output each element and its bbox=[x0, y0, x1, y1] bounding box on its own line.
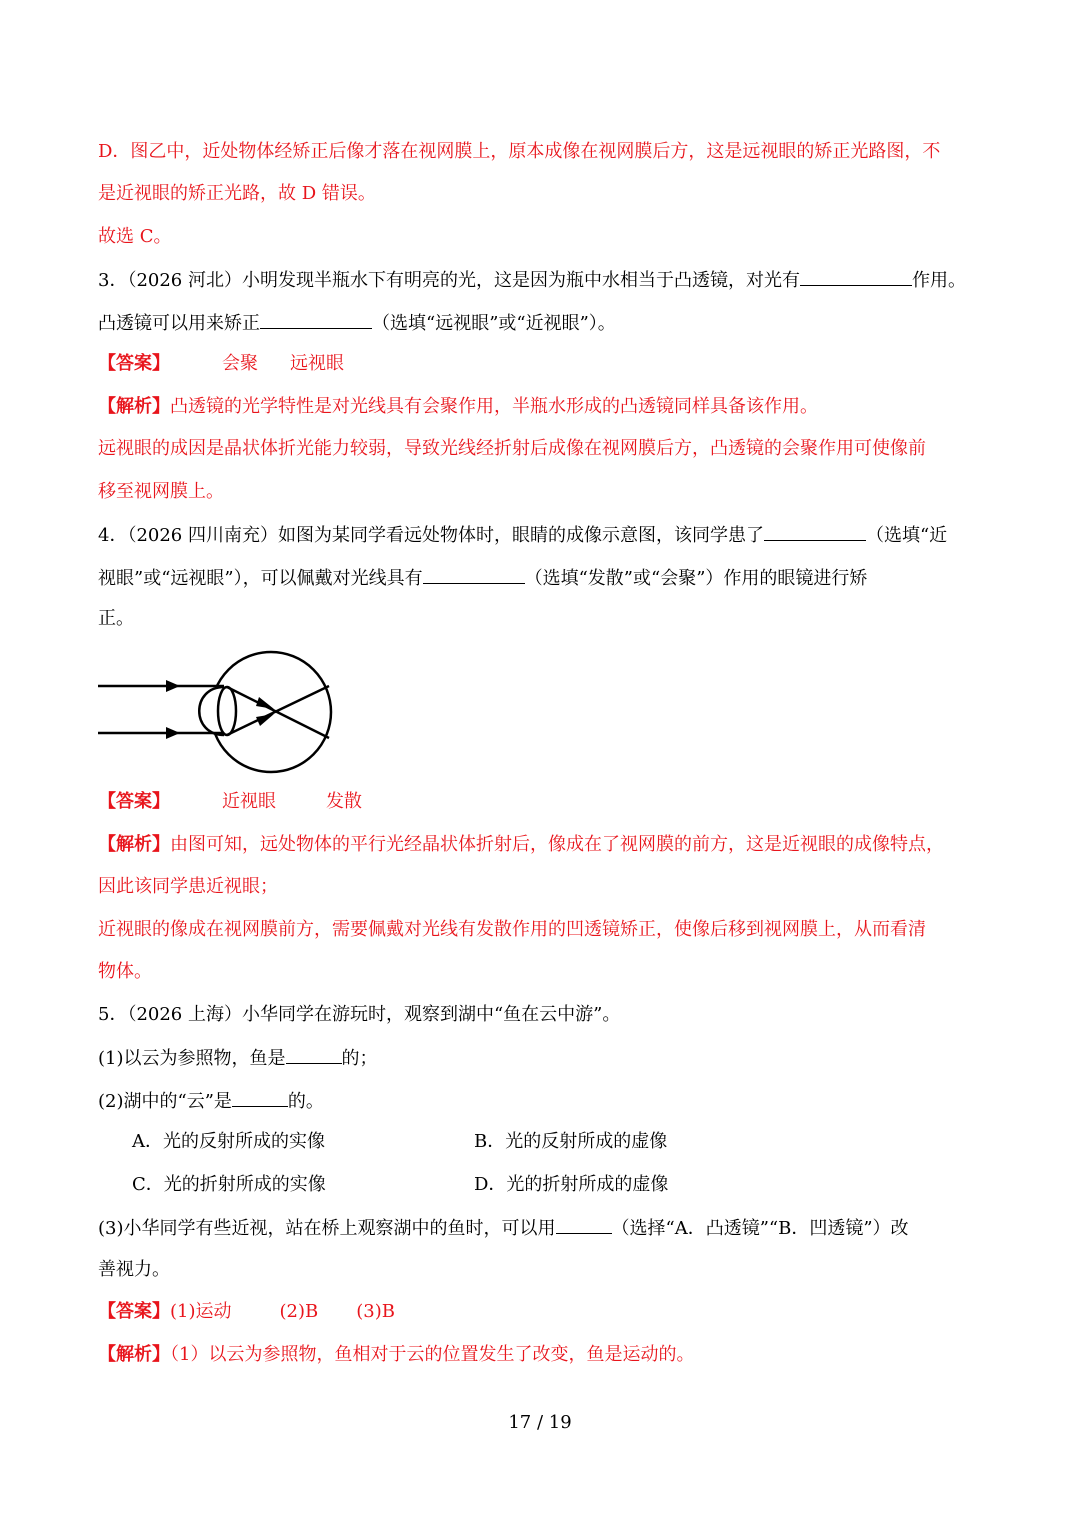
q5-answer-blank-3 bbox=[556, 1215, 612, 1234]
answer-tag: 【答案】 bbox=[98, 353, 170, 374]
q4-analysis-line4: 物体。 bbox=[98, 961, 152, 982]
analysis-tag: 【解析】 bbox=[98, 396, 170, 417]
q3-question-line1 bbox=[98, 267, 966, 293]
q5-answer-1: (1)运动 bbox=[170, 1301, 232, 1322]
q4-answer-1: 近视眼 bbox=[222, 791, 276, 812]
q5-answer-blank-2 bbox=[232, 1088, 288, 1107]
q5-option-c: C．光的折射所成的实像 bbox=[132, 1174, 326, 1195]
q5-answer-2: (2)B bbox=[279, 1301, 319, 1322]
answer-tag: 【答案】 bbox=[98, 791, 170, 812]
q3-question-text-a: 3．（2026 河北）小明发现半瓶水下有明亮的光，这是因为瓶中水相当于凸透镜，对光有 bbox=[98, 270, 800, 291]
q5-sub3-text-b: （选择“A．凸透镜”“B．凹透镜”）改 bbox=[611, 1218, 909, 1239]
q5-answer-3: (3)B bbox=[356, 1301, 395, 1322]
q5-question-line1: 5．（2026 上海）小华同学在游玩时，观察到湖中“鱼在云中游”。 bbox=[98, 1004, 621, 1025]
q4-question-text-d: （选填“发散”或“会聚”）作用的眼镜进行矫 bbox=[524, 568, 868, 589]
q3-answer-blank-2 bbox=[260, 310, 372, 329]
q4-analysis-line3: 近视眼的像成在视网膜前方，需要佩戴对光线有发散作用的凹透镜矫正，使像后移到视网膜上，从而看清 bbox=[98, 919, 926, 940]
q5-analysis-line1 bbox=[98, 1343, 694, 1367]
q4-question-line1 bbox=[98, 522, 947, 548]
lens-outline bbox=[218, 687, 236, 735]
q3-answer-2: 远视眼 bbox=[290, 353, 344, 374]
q5-sub2-text-a: (2)湖中的“云”是 bbox=[98, 1091, 232, 1112]
q5-answer bbox=[98, 1300, 395, 1324]
q5-sub3-text-a: (3)小华同学有些近视，站在桥上观察湖中的鱼时，可以用 bbox=[98, 1218, 556, 1239]
q4-analysis-line1 bbox=[98, 833, 944, 857]
q3-answer bbox=[98, 352, 344, 376]
ray-arrow-top-icon bbox=[166, 680, 180, 692]
q5-option-d: D．光的折射所成的虚像 bbox=[474, 1174, 669, 1195]
q5-subquestion-1 bbox=[98, 1045, 378, 1071]
q2-option-d-line1: D．图乙中，近处物体经矫正后像才落在视网膜上，原本成像在视网膜后方，这是远视眼的矫正光路图，不 bbox=[98, 141, 941, 162]
q2-conclusion: 故选 C。 bbox=[98, 226, 172, 247]
q5-sub1-text-a: (1)以云为参照物，鱼是 bbox=[98, 1048, 286, 1069]
q3-answer-1: 会聚 bbox=[222, 353, 258, 374]
q5-answer-blank-1 bbox=[286, 1045, 342, 1064]
q2-option-d-line2: 是近视眼的矫正光路，故 D 错误。 bbox=[98, 183, 376, 204]
q4-question-text-a: 4．（2026 四川南充）如图为某同学看远处物体时，眼睛的成像示意图，该同学患了 bbox=[98, 525, 764, 546]
q5-subquestion-3-line2: 善视力。 bbox=[98, 1259, 170, 1280]
q3-question-text-d: （选填“远视眼”或“近视眼”）。 bbox=[372, 313, 616, 334]
q4-question-text-c: 视眼”或“远视眼”），可以佩戴对光线具有 bbox=[98, 568, 423, 589]
ray-arrow-bottom-icon bbox=[166, 727, 180, 739]
q5-subquestion-2 bbox=[98, 1088, 324, 1114]
analysis-tag: 【解析】 bbox=[98, 1344, 170, 1365]
q4-analysis-text-1: 由图可知，远处物体的平行光经晶状体折射后，像成在了视网膜的前方，这是近视眼的成像特点， bbox=[170, 834, 944, 855]
answer-tag: 【答案】 bbox=[98, 1301, 170, 1322]
q3-question-text-c: 凸透镜可以用来矫正 bbox=[98, 313, 260, 334]
q3-analysis-text-1: 凸透镜的光学特性是对光线具有会聚作用，半瓶水形成的凸透镜同样具备该作用。 bbox=[170, 396, 818, 417]
q3-analysis-line1 bbox=[98, 395, 818, 419]
q4-answer-blank-1 bbox=[764, 522, 866, 541]
q3-analysis-line3: 移至视网膜上。 bbox=[98, 481, 224, 502]
refracted-arrow-bottom-icon bbox=[256, 714, 274, 726]
q4-question-line3: 正。 bbox=[98, 608, 134, 629]
q4-question-text-b: （选填“近 bbox=[865, 525, 948, 546]
q4-answer-2: 发散 bbox=[326, 791, 362, 812]
q5-sub1-text-b: 的； bbox=[341, 1048, 378, 1069]
q3-answer-blank-1 bbox=[800, 267, 912, 286]
q4-question-line2 bbox=[98, 565, 867, 591]
q3-analysis-line2: 远视眼的成因是晶状体折光能力较弱，导致光线经折射后成像在视网膜后方，凸透镜的会聚作用可使像前 bbox=[98, 438, 926, 459]
q4-answer bbox=[98, 790, 362, 814]
q5-option-a: A．光的反射所成的实像 bbox=[132, 1131, 325, 1152]
q5-subquestion-3 bbox=[98, 1215, 909, 1241]
analysis-tag: 【解析】 bbox=[98, 834, 170, 855]
q3-question-line2 bbox=[98, 310, 616, 336]
q4-answer-blank-2 bbox=[423, 565, 525, 584]
eye-imaging-diagram bbox=[96, 650, 341, 780]
page-number: 17 / 19 bbox=[508, 1412, 572, 1433]
q5-analysis-text-1: （1）以云为参照物，鱼相对于云的位置发生了改变，鱼是运动的。 bbox=[170, 1344, 695, 1365]
q4-analysis-line2: 因此该同学患近视眼； bbox=[98, 876, 278, 897]
q3-question-text-b: 作用。 bbox=[911, 270, 966, 291]
refracted-arrow-top-icon bbox=[256, 697, 274, 709]
q5-sub2-text-b: 的。 bbox=[287, 1091, 324, 1112]
q5-option-b: B．光的反射所成的虚像 bbox=[474, 1131, 668, 1152]
